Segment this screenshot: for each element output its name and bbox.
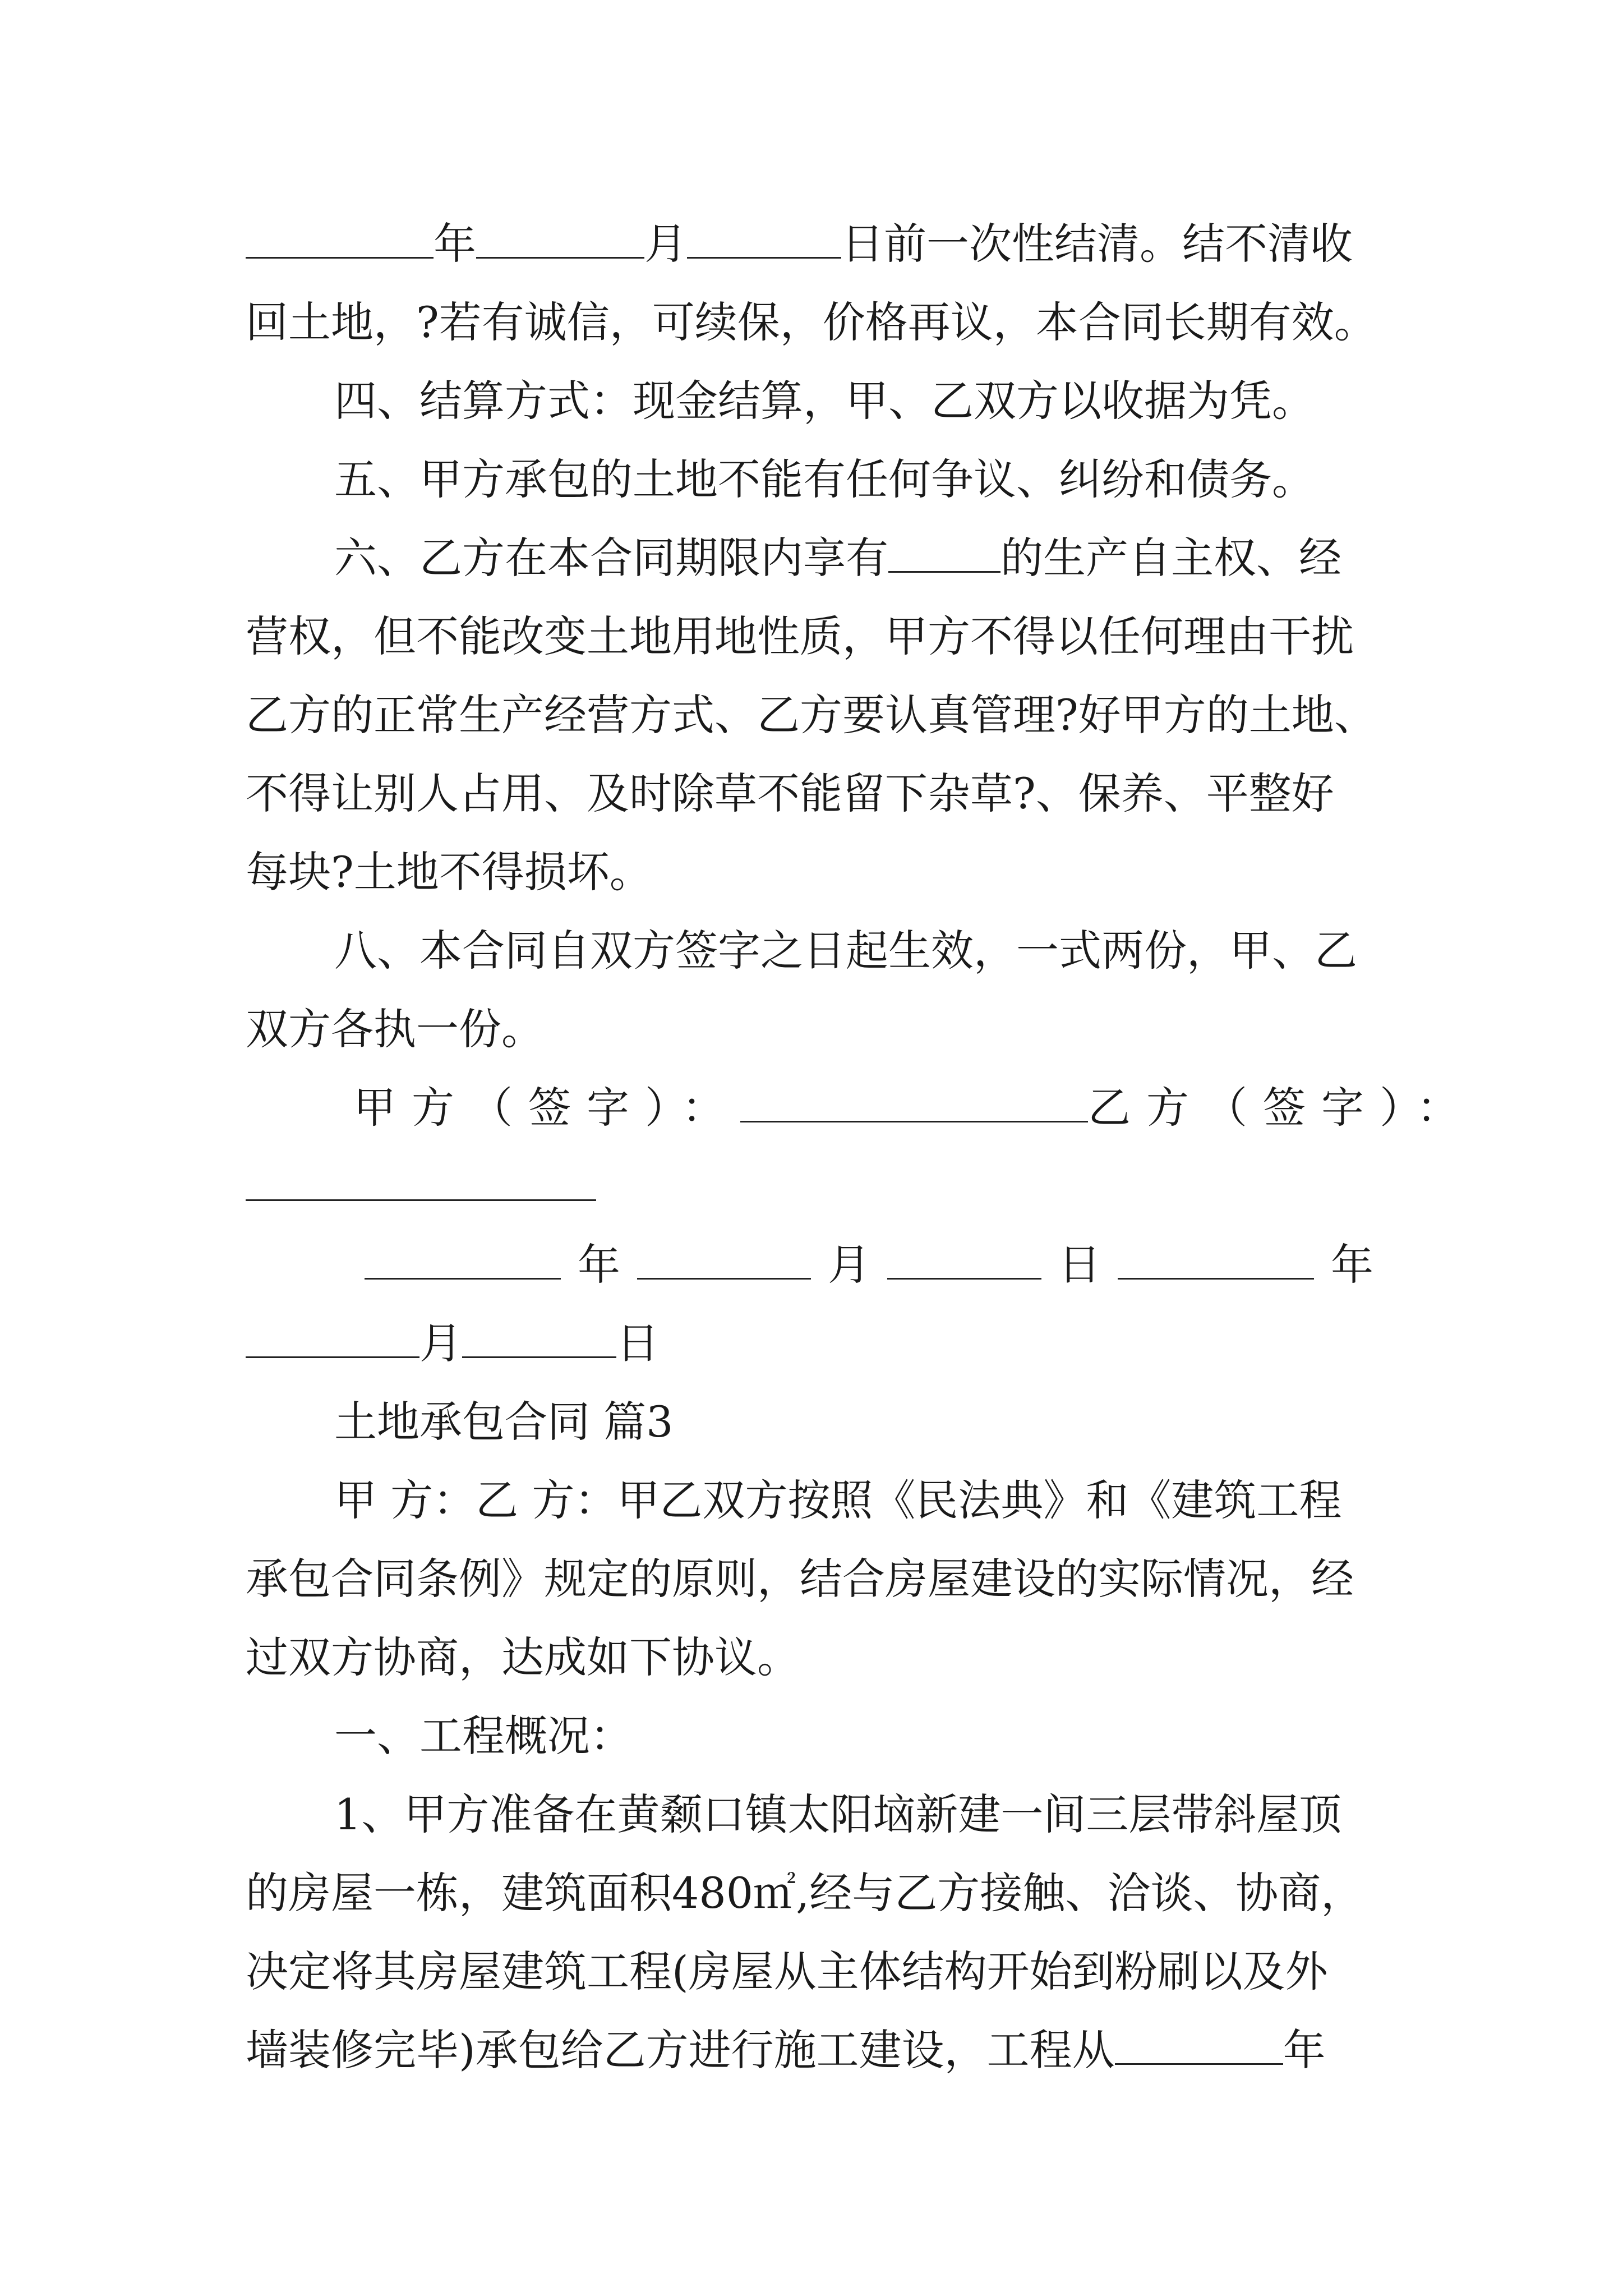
line-text: 承包合同条例》规定的原则，结合房屋建设的实际情况，经 xyxy=(246,1554,1354,1604)
text-line xyxy=(0,440,1623,519)
blank-field xyxy=(637,1244,811,1280)
party-b-signature-label: 乙方（签字）： xyxy=(1088,1083,1475,1133)
year-label: 年 xyxy=(434,219,476,269)
date-line xyxy=(0,1304,1623,1383)
party-a-signature-blank xyxy=(740,1087,1088,1122)
text-line xyxy=(0,1461,1623,1540)
line-text: 甲 方：乙 方：甲乙双方按照《民法典》和《建筑工程 xyxy=(334,1475,1342,1525)
line-text: 1、甲方准备在黄颡口镇太阳垴新建一间三层带斜屋顶 xyxy=(334,1789,1342,1839)
text-line xyxy=(0,676,1623,754)
year-label: 年 xyxy=(1283,2025,1326,2075)
party-a-signature-label: 甲方（签字）： xyxy=(353,1083,740,1133)
text-line xyxy=(0,754,1623,833)
line-text: 六、乙方在本合同期限内享有 xyxy=(334,533,888,583)
line-text: 决定将其房屋建筑工程(房屋从主体结构开始到粉刷以及外 xyxy=(246,1947,1328,1996)
line-text: 的生产自主权、经 xyxy=(1000,533,1341,583)
blank-field xyxy=(246,1323,419,1358)
section-heading xyxy=(0,1383,1623,1461)
text-line xyxy=(0,1932,1623,2011)
line-text: 不得让别人占用、及时除草不能留下杂草?、保养、平整好 xyxy=(246,769,1334,818)
signature-line xyxy=(0,1069,1623,1147)
blank-field xyxy=(476,223,644,259)
text-line xyxy=(0,205,1623,283)
line-text: 双方各执一份。 xyxy=(246,1004,544,1054)
signature-line xyxy=(0,1147,1623,1226)
line-text: 五、甲方承包的土地不能有任何争议、纠纷和债务。 xyxy=(334,454,1315,504)
day-label: 日 xyxy=(616,1318,659,1368)
line-text: 八、本合同自双方签字之日起生效，一式两份，甲、乙 xyxy=(334,926,1357,976)
line-text: 的房屋一栋，建筑面积480㎡,经与乙方接触、洽谈、协商， xyxy=(246,1868,1364,1918)
day-label: 日 xyxy=(1058,1240,1101,1290)
text-line xyxy=(0,1854,1623,1932)
text-line xyxy=(0,1618,1623,1697)
line-text: 四、结算方式：现金结算，甲、乙双方以收据为凭。 xyxy=(334,376,1315,426)
section-title: 土地承包合同 篇3 xyxy=(334,1397,674,1447)
date-line xyxy=(0,1226,1623,1304)
month-label: 月 xyxy=(828,1240,870,1290)
year-label: 年 xyxy=(578,1240,620,1290)
text-line xyxy=(0,1697,1623,1775)
blank-field xyxy=(887,1244,1041,1280)
line-text: 一、工程概况： xyxy=(334,1711,633,1761)
text-line xyxy=(0,519,1623,597)
line-text: 墙装修完毕)承包给乙方进行施工建设，工程从 xyxy=(246,2025,1115,2075)
year-label: 年 xyxy=(1331,1240,1373,1290)
text-line xyxy=(0,1540,1623,1618)
line-text: 乙方的正常生产经营方式、乙方要认真管理?好甲方的土地、 xyxy=(246,690,1377,740)
line-text: 过双方协商，达成如下协议。 xyxy=(246,1632,800,1682)
blank-field xyxy=(365,1244,561,1280)
line-text: 回土地，?若有诚信，可续保，价格再议，本合同长期有效。 xyxy=(246,297,1377,347)
blank-field xyxy=(888,537,1000,573)
blank-field xyxy=(1115,2030,1283,2065)
text-line xyxy=(0,2011,1623,2090)
text-line xyxy=(0,597,1623,676)
line-text: 营权，但不能改变土地用地性质，甲方不得以任何理由干扰 xyxy=(246,611,1354,661)
text-line xyxy=(0,362,1623,440)
blank-field xyxy=(1118,1244,1314,1280)
blank-field xyxy=(246,223,434,259)
text-line xyxy=(0,1775,1623,1854)
blank-field xyxy=(687,223,841,259)
month-label: 月 xyxy=(419,1318,462,1368)
blank-field xyxy=(462,1323,616,1358)
text-line xyxy=(0,990,1623,1069)
text-line xyxy=(0,833,1623,912)
line-text: 每块?土地不得损坏。 xyxy=(246,847,652,897)
line-text: 日前一次性结清。结不清收 xyxy=(841,219,1353,269)
text-line xyxy=(0,283,1623,362)
text-line xyxy=(0,912,1623,990)
month-label: 月 xyxy=(644,219,687,269)
party-b-signature-blank xyxy=(246,1166,596,1201)
